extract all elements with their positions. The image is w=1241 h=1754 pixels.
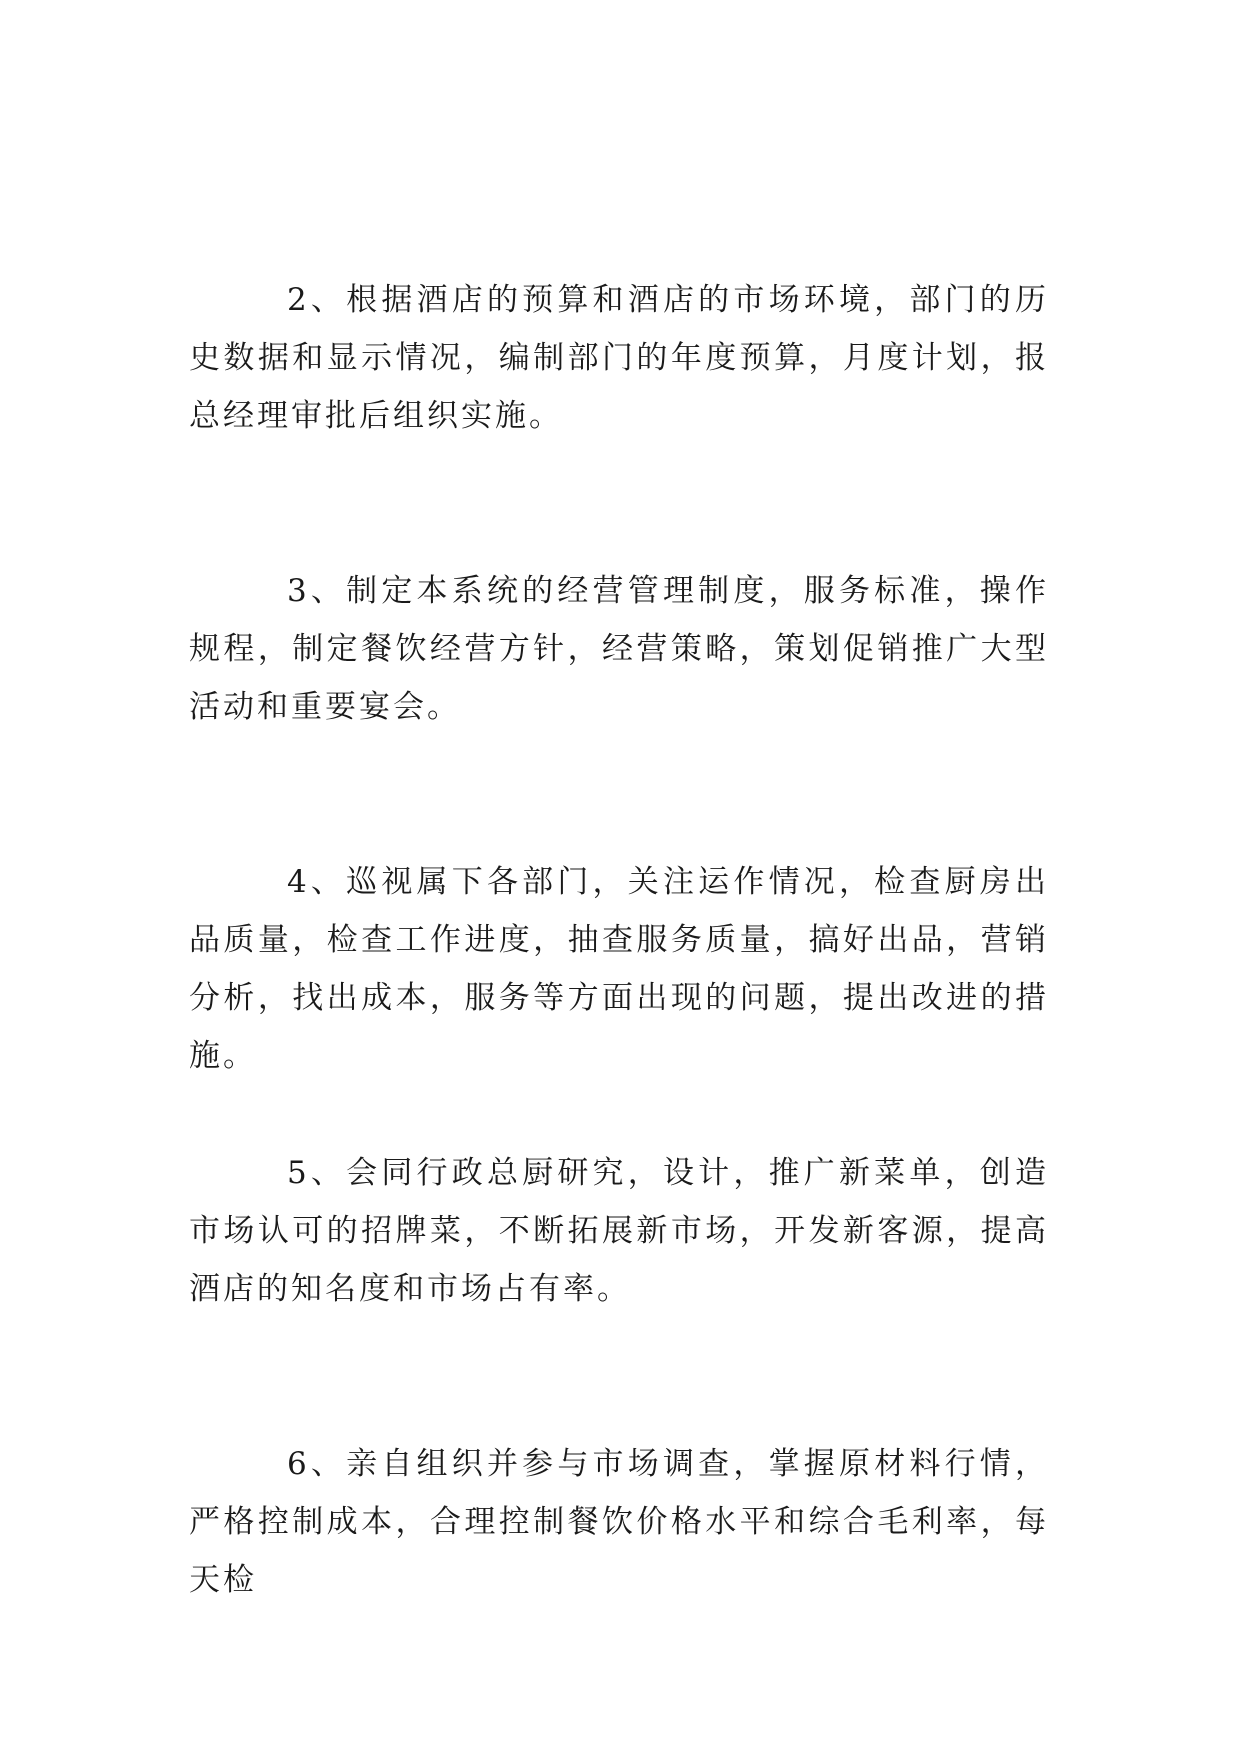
paragraph-item-6: 6、亲自组织并参与市场调查，掌握原材料行情，严格控制成本，合理控制餐饮价格水平和综合毛利率，每天检 [189, 1446, 1049, 1598]
paragraph-item-3: 3、制定本系统的经营管理制度，服务标准，操作规程，制定餐饮经营方针，经营策略，策划促销推广大型活动和重要宴会。 [189, 573, 1049, 725]
paragraph-item-5: 5、会同行政总厨研究，设计，推广新菜单，创造市场认可的招牌菜，不断拓展新市场，开发新客源，提高酒店的知名度和市场占有率。 [189, 1155, 1049, 1307]
paragraph-item-4: 4、巡视属下各部门，关注运作情况，检查厨房出品质量，检查工作进度，抽查服务质量，搞好出品，营销分析，找出成本，服务等方面出现的问题，提出改进的措施。 [189, 864, 1049, 1074]
paragraph-item-2: 2、根据酒店的预算和酒店的市场环境，部门的历史数据和显示情况，编制部门的年度预算，月度计划，报总经理审批后组织实施。 [189, 282, 1049, 434]
